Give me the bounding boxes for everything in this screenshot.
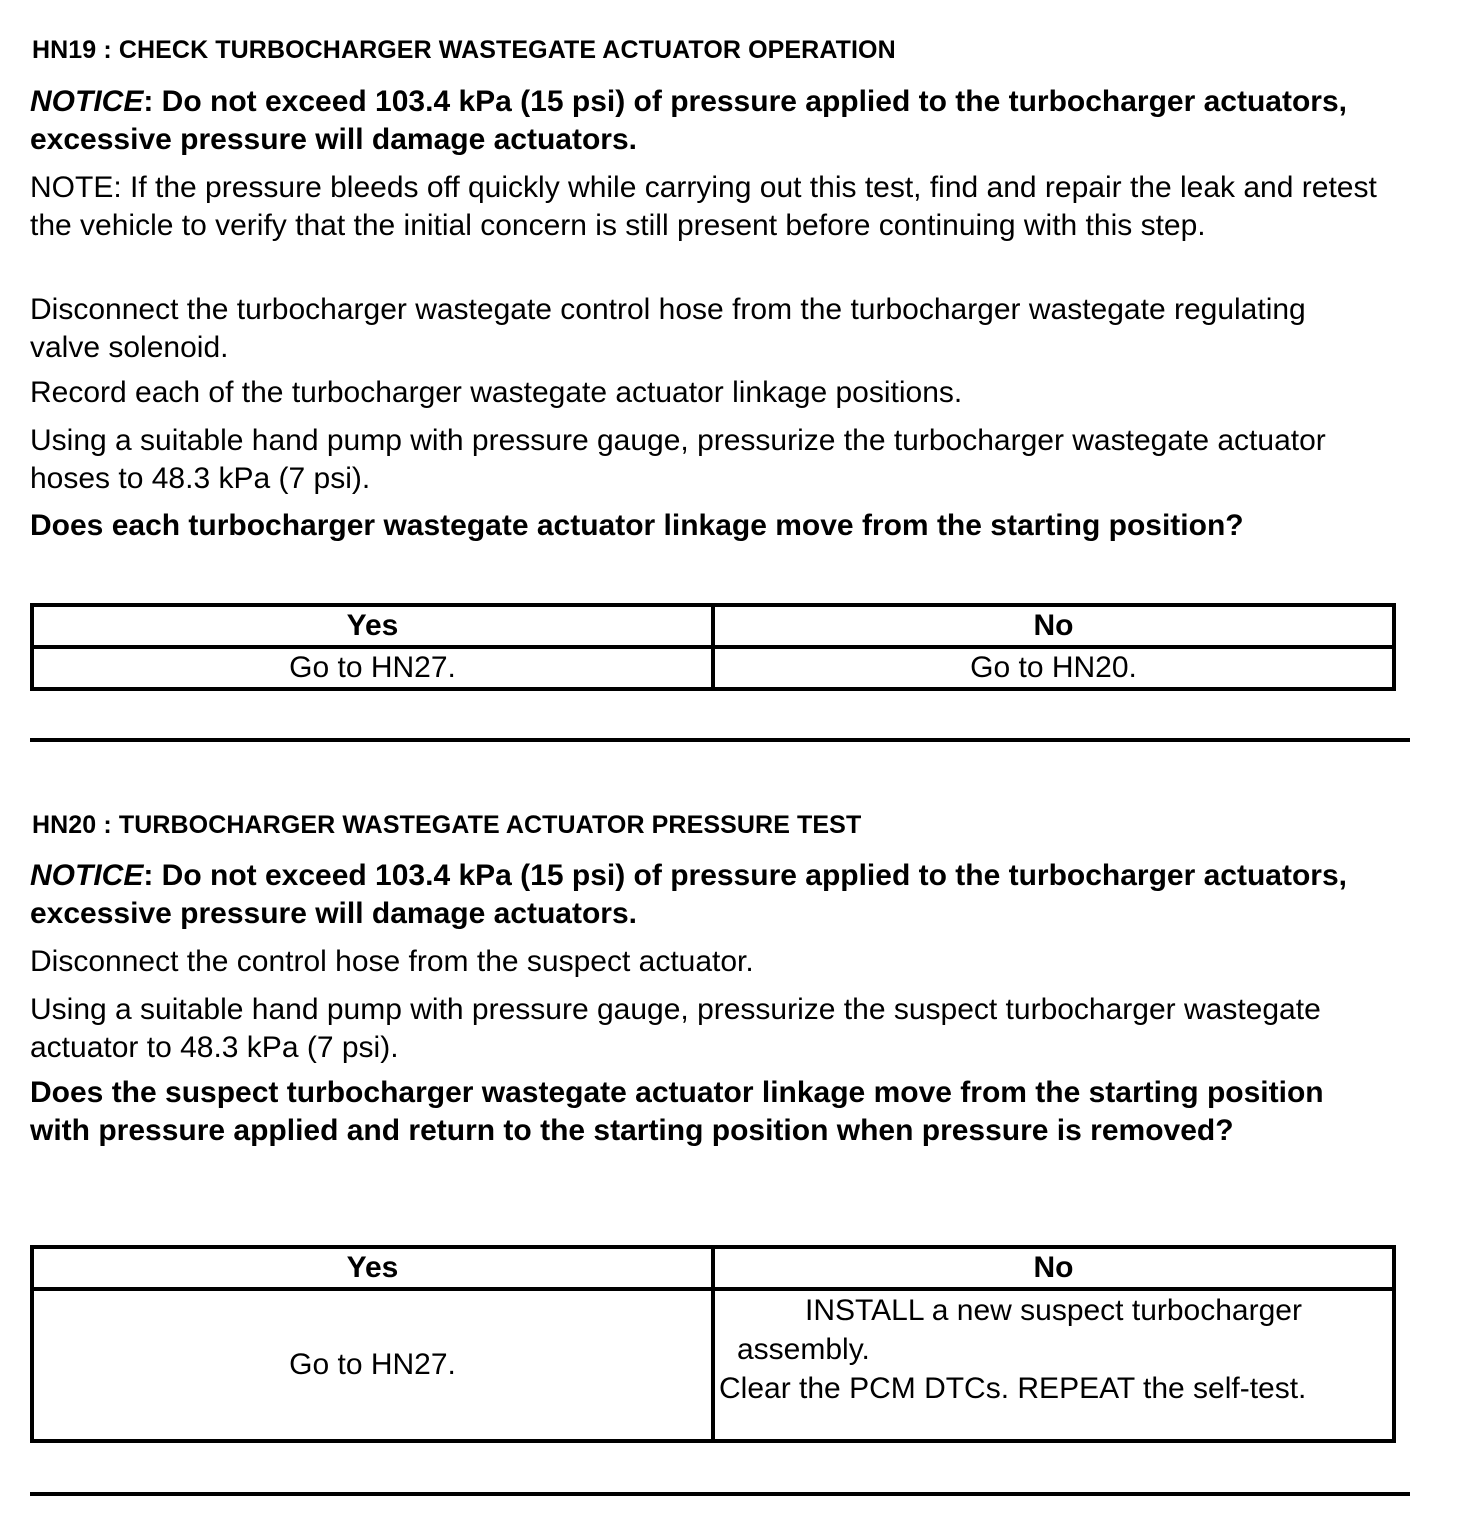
notice-label: NOTICE: [30, 859, 144, 892]
step-paragraph: Disconnect the turbocharger wastegate control hose from the turbocharger wastegate regulating valve solenoid.: [30, 293, 1306, 364]
no-action-line: INSTALL a new suspect turbocharger: [805, 1294, 1302, 1327]
no-action: [713, 1289, 1394, 1441]
yes-action: Go to HN27.: [32, 1289, 713, 1441]
no-header: No: [713, 1247, 1394, 1289]
yes-header: Yes: [32, 1247, 713, 1289]
note-paragraph: NOTE: If the pressure bleeds off quickly while carrying out this test, find and repair the leak and retest the vehicle to verify that the initial concern is still present before continuing with this step.: [30, 171, 1377, 242]
section-divider: [30, 1492, 1410, 1496]
step-title: HN20 : TURBOCHARGER WASTEGATE ACTUATOR PRESSURE TEST: [32, 811, 862, 839]
no-action-line: Clear the PCM DTCs. REPEAT the self-test.: [719, 1372, 1307, 1405]
notice-text: : Do not exceed 103.4 kPa (15 psi) of pressure applied to the turbocharger actuators, excessive pressure will damage actuators.: [30, 859, 1348, 930]
step-paragraph: Using a suitable hand pump with pressure gauge, pressurize the suspect turbocharger wastegate actuator to 48.3 kPa (7 psi).: [30, 993, 1321, 1064]
step-paragraph: Record each of the turbocharger wastegate actuator linkage positions.: [30, 376, 963, 409]
step-title: HN19 : CHECK TURBOCHARGER WASTEGATE ACTUATOR OPERATION: [32, 36, 896, 64]
result-table: [30, 1245, 1396, 1443]
notice-label: NOTICE: [30, 85, 144, 118]
no-action: Go to HN20.: [713, 647, 1394, 689]
step-paragraph: Disconnect the control hose from the suspect actuator.: [30, 945, 754, 978]
notice-paragraph: [30, 83, 1370, 159]
yes-action: Go to HN27.: [32, 647, 713, 689]
section-divider: [30, 738, 1410, 742]
question: Does each turbocharger wastegate actuator linkage move from the starting position?: [30, 509, 1244, 542]
notice-paragraph: [30, 857, 1370, 933]
yes-header: Yes: [32, 605, 713, 647]
result-table: [30, 603, 1396, 691]
question: Does the suspect turbocharger wastegate actuator linkage move from the starting position with pressure applied and return to the starting position when pressure is removed?: [30, 1076, 1324, 1147]
notice-text: : Do not exceed 103.4 kPa (15 psi) of pressure applied to the turbocharger actuators, excessive pressure will damage actuators.: [30, 85, 1348, 156]
no-header: No: [713, 605, 1394, 647]
no-action-line: assembly.: [737, 1333, 870, 1366]
step-paragraph: Using a suitable hand pump with pressure gauge, pressurize the turbocharger wastegate actuator hoses to 48.3 kPa (7 psi).: [30, 424, 1326, 495]
